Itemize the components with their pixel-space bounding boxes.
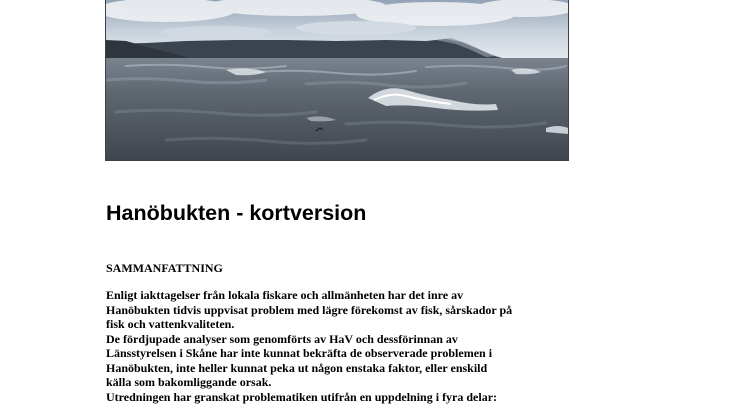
body-line: Utredningen har granskat problematiken utifrån en uppdelning i fyra delar: [106, 389, 498, 404]
section-heading-sammanfattning: SAMMANFATTNING [106, 261, 223, 275]
body-line: Länsstyrelsen i Skåne har inte kunnat bekräfta de observerade problemen i [106, 346, 493, 360]
body-line: källa som bakomliggande orsak. [106, 375, 272, 389]
header-photo [106, 0, 568, 160]
body-line: Enligt iakttagelser från lokala fiskare och allmänheten har det inre av [106, 288, 464, 302]
body-line: De fördjupade analyser som genomförts av HaV och dessförinnan av [106, 331, 458, 346]
stormy-sea-photo-illustration [106, 0, 568, 160]
summary-paragraph [106, 288, 512, 404]
body-line: Hanöbukten, inte heller kunnat peka ut någon enstaka faktor, eller enskild [106, 360, 488, 375]
body-line: Hanöbukten tidvis uppvisat problem med lägre förekomst av fisk, sårskador på [106, 302, 513, 317]
body-line: fisk och vattenkvaliteten. [106, 317, 235, 331]
document-title: Hanöbukten - kortversion [106, 201, 367, 225]
